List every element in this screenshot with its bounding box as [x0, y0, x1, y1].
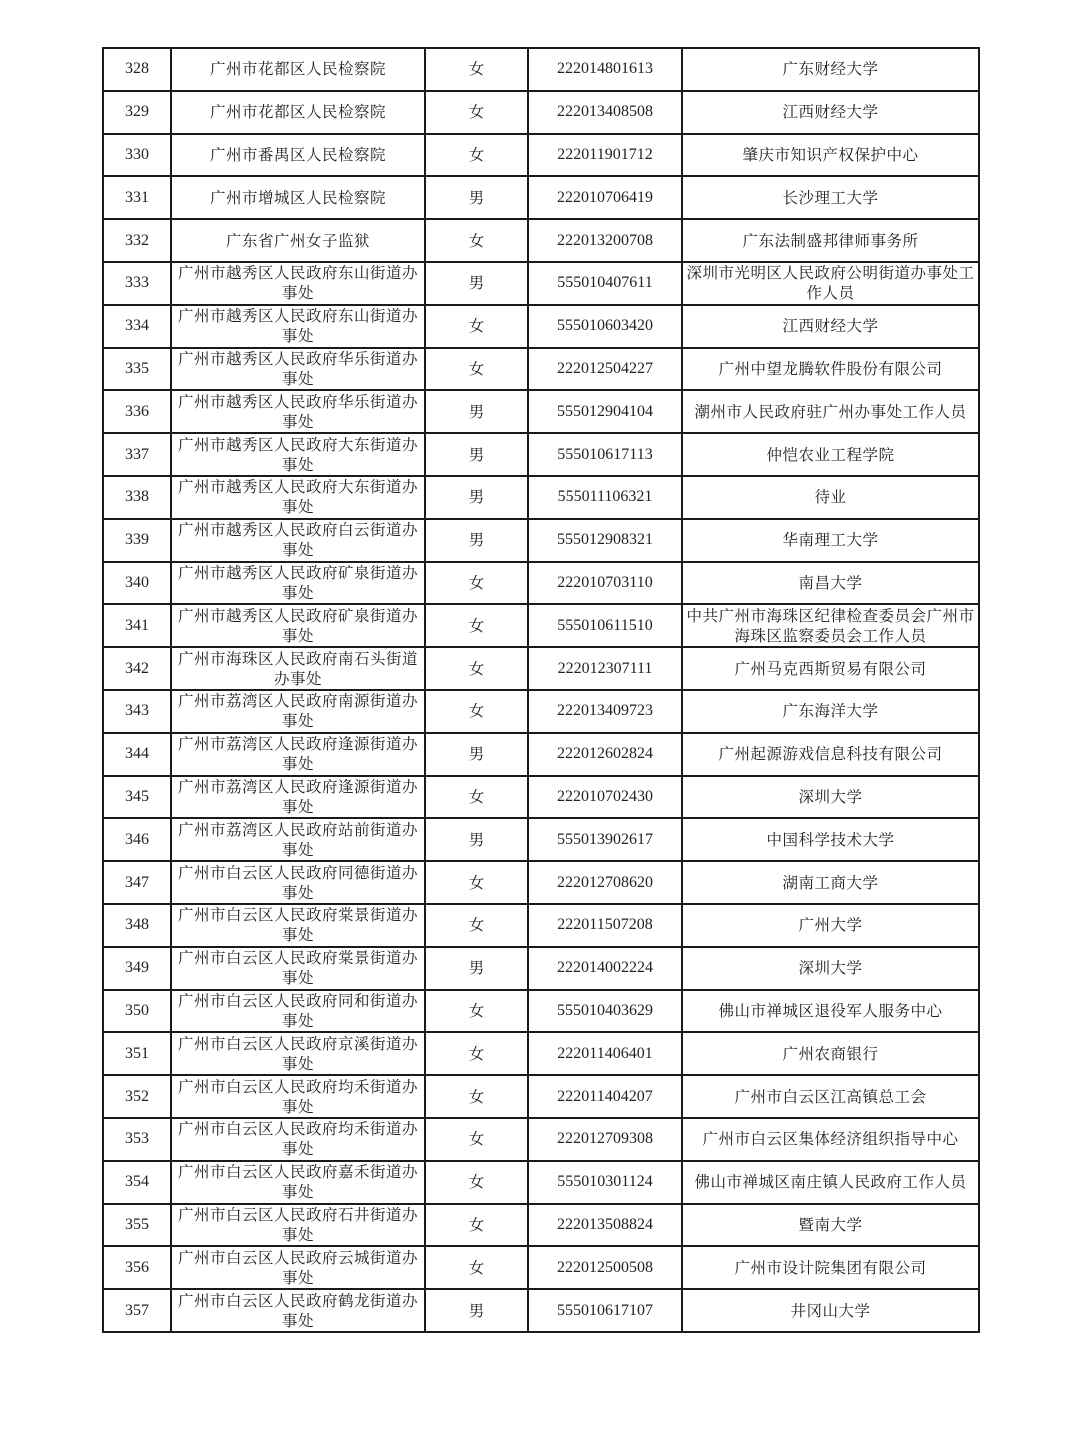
hiring-unit-cell: 广州市白云区人民政府同德街道办事处	[171, 861, 425, 904]
candidate-id-cell: 555010603420	[528, 305, 682, 348]
gender-cell: 男	[425, 262, 528, 305]
candidate-id-cell: 222011406401	[528, 1032, 682, 1075]
gender-cell: 女	[425, 305, 528, 348]
row-number-cell: 354	[103, 1161, 171, 1204]
table-row	[103, 262, 979, 305]
candidate-source-cell: 广州马克西斯贸易有限公司	[682, 647, 979, 690]
hiring-unit-cell: 广州市越秀区人民政府矿泉街道办事处	[171, 604, 425, 647]
row-number-cell: 328	[103, 48, 171, 91]
candidate-source-cell: 潮州市人民政府驻广州办事处工作人员	[682, 390, 979, 433]
hiring-unit-cell: 广州市越秀区人民政府矿泉街道办事处	[171, 562, 425, 605]
table-row	[103, 904, 979, 947]
gender-cell: 男	[425, 733, 528, 776]
table-row	[103, 733, 979, 776]
row-number-cell: 348	[103, 904, 171, 947]
gender-cell: 女	[425, 776, 528, 819]
table-row	[103, 219, 979, 262]
row-number-cell: 337	[103, 433, 171, 476]
gender-cell: 女	[425, 562, 528, 605]
candidate-id-cell: 555011106321	[528, 476, 682, 519]
row-number-cell: 347	[103, 861, 171, 904]
table-row	[103, 433, 979, 476]
table-row	[103, 1032, 979, 1075]
row-number-cell: 343	[103, 690, 171, 733]
gender-cell: 女	[425, 604, 528, 647]
row-number-cell: 338	[103, 476, 171, 519]
candidate-id-cell: 222010706419	[528, 176, 682, 219]
gender-cell: 女	[425, 348, 528, 391]
candidate-source-cell: 湖南工商大学	[682, 861, 979, 904]
row-number-cell: 330	[103, 134, 171, 177]
hiring-unit-cell: 广州市白云区人民政府嘉禾街道办事处	[171, 1161, 425, 1204]
hiring-unit-cell: 广州市番禺区人民检察院	[171, 134, 425, 177]
row-number-cell: 335	[103, 348, 171, 391]
table-row	[103, 562, 979, 605]
hiring-unit-cell: 广州市增城区人民检察院	[171, 176, 425, 219]
gender-cell: 男	[425, 818, 528, 861]
gender-cell: 女	[425, 91, 528, 134]
candidate-source-cell: 佛山市禅城区退役军人服务中心	[682, 990, 979, 1033]
candidate-id-cell: 222013408508	[528, 91, 682, 134]
table-row	[103, 1161, 979, 1204]
table-row	[103, 1289, 979, 1332]
candidate-id-cell: 222014801613	[528, 48, 682, 91]
hiring-unit-cell: 广州市越秀区人民政府白云街道办事处	[171, 519, 425, 562]
table-row	[103, 519, 979, 562]
candidate-source-cell: 广东法制盛邦律师事务所	[682, 219, 979, 262]
candidate-source-cell: 广东海洋大学	[682, 690, 979, 733]
row-number-cell: 353	[103, 1118, 171, 1161]
candidate-id-cell: 222012500508	[528, 1246, 682, 1289]
table-row	[103, 647, 979, 690]
row-number-cell: 356	[103, 1246, 171, 1289]
table-row	[103, 91, 979, 134]
candidate-source-cell: 肇庆市知识产权保护中心	[682, 134, 979, 177]
candidate-source-cell: 广州市白云区江高镇总工会	[682, 1075, 979, 1118]
row-number-cell: 345	[103, 776, 171, 819]
table-row	[103, 48, 979, 91]
candidate-id-cell: 222012709308	[528, 1118, 682, 1161]
candidate-source-cell: 广州大学	[682, 904, 979, 947]
table-row	[103, 1118, 979, 1161]
hiring-unit-cell: 广州市白云区人民政府棠景街道办事处	[171, 904, 425, 947]
gender-cell: 男	[425, 433, 528, 476]
hiring-unit-cell: 广州市海珠区人民政府南石头街道办事处	[171, 647, 425, 690]
row-number-cell: 336	[103, 390, 171, 433]
table-row	[103, 1246, 979, 1289]
candidate-id-cell: 555010407611	[528, 262, 682, 305]
hiring-unit-cell: 广州市荔湾区人民政府逢源街道办事处	[171, 733, 425, 776]
candidate-source-cell: 广州中望龙腾软件股份有限公司	[682, 348, 979, 391]
gender-cell: 女	[425, 1075, 528, 1118]
gender-cell: 女	[425, 1032, 528, 1075]
candidate-source-cell: 深圳市光明区人民政府公明街道办事处工作人员	[682, 262, 979, 305]
hiring-unit-cell: 广州市白云区人民政府京溪街道办事处	[171, 1032, 425, 1075]
candidate-source-cell: 中国科学技术大学	[682, 818, 979, 861]
candidate-source-cell: 深圳大学	[682, 947, 979, 990]
gender-cell: 女	[425, 134, 528, 177]
row-number-cell: 351	[103, 1032, 171, 1075]
candidate-id-cell: 555013902617	[528, 818, 682, 861]
table-row	[103, 776, 979, 819]
candidate-id-cell: 555010617113	[528, 433, 682, 476]
hiring-unit-cell: 广州市越秀区人民政府大东街道办事处	[171, 476, 425, 519]
candidate-source-cell: 广东财经大学	[682, 48, 979, 91]
candidate-id-cell: 222011404207	[528, 1075, 682, 1118]
candidate-id-cell: 222013508824	[528, 1204, 682, 1247]
hiring-unit-cell: 广州市白云区人民政府棠景街道办事处	[171, 947, 425, 990]
candidate-source-cell: 广州农商银行	[682, 1032, 979, 1075]
row-number-cell: 357	[103, 1289, 171, 1332]
gender-cell: 女	[425, 990, 528, 1033]
hiring-unit-cell: 广州市白云区人民政府石井街道办事处	[171, 1204, 425, 1247]
candidate-id-cell: 222012708620	[528, 861, 682, 904]
gender-cell: 男	[425, 176, 528, 219]
row-number-cell: 341	[103, 604, 171, 647]
hiring-unit-cell: 广州市花都区人民检察院	[171, 48, 425, 91]
gender-cell: 女	[425, 1118, 528, 1161]
gender-cell: 女	[425, 48, 528, 91]
gender-cell: 女	[425, 904, 528, 947]
candidate-id-cell: 555010611510	[528, 604, 682, 647]
candidate-id-cell: 222012307111	[528, 647, 682, 690]
row-number-cell: 350	[103, 990, 171, 1033]
row-number-cell: 332	[103, 219, 171, 262]
hiring-unit-cell: 广州市白云区人民政府鹤龙街道办事处	[171, 1289, 425, 1332]
candidate-source-cell: 广州起源游戏信息科技有限公司	[682, 733, 979, 776]
gender-cell: 男	[425, 947, 528, 990]
candidate-id-cell: 222012504227	[528, 348, 682, 391]
hiring-unit-cell: 广州市越秀区人民政府华乐街道办事处	[171, 390, 425, 433]
candidate-id-cell: 555010403629	[528, 990, 682, 1033]
hiring-unit-cell: 广州市荔湾区人民政府南源街道办事处	[171, 690, 425, 733]
table-row	[103, 176, 979, 219]
candidate-source-cell: 华南理工大学	[682, 519, 979, 562]
candidate-id-cell: 222011507208	[528, 904, 682, 947]
row-number-cell: 331	[103, 176, 171, 219]
candidate-source-cell: 深圳大学	[682, 776, 979, 819]
roster-body	[103, 48, 979, 1332]
table-row	[103, 690, 979, 733]
candidate-source-cell: 仲恺农业工程学院	[682, 433, 979, 476]
gender-cell: 男	[425, 519, 528, 562]
candidate-id-cell: 222011901712	[528, 134, 682, 177]
candidate-source-cell: 佛山市禅城区南庄镇人民政府工作人员	[682, 1161, 979, 1204]
roster-table	[102, 47, 980, 1333]
gender-cell: 男	[425, 1289, 528, 1332]
candidate-id-cell: 222012602824	[528, 733, 682, 776]
hiring-unit-cell: 广州市白云区人民政府均禾街道办事处	[171, 1118, 425, 1161]
table-row	[103, 947, 979, 990]
row-number-cell: 340	[103, 562, 171, 605]
hiring-unit-cell: 广州市荔湾区人民政府逢源街道办事处	[171, 776, 425, 819]
hiring-unit-cell: 广州市越秀区人民政府华乐街道办事处	[171, 348, 425, 391]
candidate-id-cell: 222014002224	[528, 947, 682, 990]
candidate-id-cell: 555010617107	[528, 1289, 682, 1332]
candidate-id-cell: 222013200708	[528, 219, 682, 262]
gender-cell: 男	[425, 390, 528, 433]
candidate-id-cell: 222010703110	[528, 562, 682, 605]
table-row	[103, 604, 979, 647]
hiring-unit-cell: 广东省广州女子监狱	[171, 219, 425, 262]
row-number-cell: 352	[103, 1075, 171, 1118]
table-row	[103, 861, 979, 904]
candidate-id-cell: 555012904104	[528, 390, 682, 433]
hiring-unit-cell: 广州市白云区人民政府同和街道办事处	[171, 990, 425, 1033]
row-number-cell: 339	[103, 519, 171, 562]
row-number-cell: 344	[103, 733, 171, 776]
table-row	[103, 390, 979, 433]
hiring-unit-cell: 广州市越秀区人民政府大东街道办事处	[171, 433, 425, 476]
row-number-cell: 355	[103, 1204, 171, 1247]
row-number-cell: 342	[103, 647, 171, 690]
gender-cell: 女	[425, 861, 528, 904]
table-row	[103, 348, 979, 391]
hiring-unit-cell: 广州市越秀区人民政府东山街道办事处	[171, 262, 425, 305]
table-row	[103, 818, 979, 861]
gender-cell: 女	[425, 1246, 528, 1289]
gender-cell: 女	[425, 690, 528, 733]
gender-cell: 女	[425, 219, 528, 262]
candidate-id-cell: 555012908321	[528, 519, 682, 562]
table-row	[103, 476, 979, 519]
candidate-source-cell: 南昌大学	[682, 562, 979, 605]
row-number-cell: 346	[103, 818, 171, 861]
candidate-source-cell: 江西财经大学	[682, 91, 979, 134]
table-row	[103, 134, 979, 177]
hiring-unit-cell: 广州市荔湾区人民政府站前街道办事处	[171, 818, 425, 861]
table-row	[103, 1204, 979, 1247]
row-number-cell: 349	[103, 947, 171, 990]
row-number-cell: 333	[103, 262, 171, 305]
hiring-unit-cell: 广州市白云区人民政府均禾街道办事处	[171, 1075, 425, 1118]
table-row	[103, 1075, 979, 1118]
table-row	[103, 305, 979, 348]
candidate-source-cell: 井冈山大学	[682, 1289, 979, 1332]
row-number-cell: 329	[103, 91, 171, 134]
candidate-source-cell: 广州市设计院集团有限公司	[682, 1246, 979, 1289]
row-number-cell: 334	[103, 305, 171, 348]
candidate-source-cell: 广州市白云区集体经济组织指导中心	[682, 1118, 979, 1161]
hiring-unit-cell: 广州市白云区人民政府云城街道办事处	[171, 1246, 425, 1289]
candidate-id-cell: 222010702430	[528, 776, 682, 819]
candidate-source-cell: 长沙理工大学	[682, 176, 979, 219]
gender-cell: 女	[425, 1204, 528, 1247]
candidate-source-cell: 待业	[682, 476, 979, 519]
hiring-unit-cell: 广州市花都区人民检察院	[171, 91, 425, 134]
gender-cell: 女	[425, 647, 528, 690]
gender-cell: 男	[425, 476, 528, 519]
candidate-source-cell: 暨南大学	[682, 1204, 979, 1247]
candidate-id-cell: 555010301124	[528, 1161, 682, 1204]
candidate-id-cell: 222013409723	[528, 690, 682, 733]
gender-cell: 女	[425, 1161, 528, 1204]
candidate-source-cell: 江西财经大学	[682, 305, 979, 348]
table-row	[103, 990, 979, 1033]
candidate-source-cell: 中共广州市海珠区纪律检查委员会广州市海珠区监察委员会工作人员	[682, 604, 979, 647]
hiring-unit-cell: 广州市越秀区人民政府东山街道办事处	[171, 305, 425, 348]
